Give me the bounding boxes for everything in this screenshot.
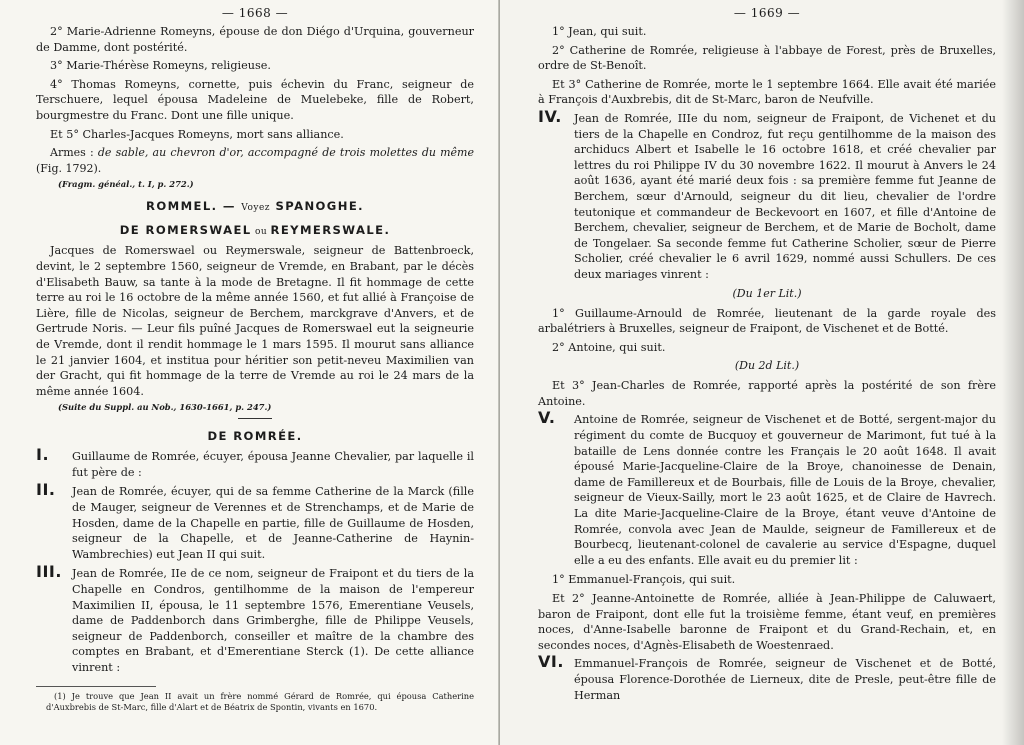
paragraph: 1° Jean, qui suit. [552, 25, 647, 38]
generation-entry [538, 106, 996, 283]
page-number-right: — 1669 — [733, 6, 801, 20]
generation-number: VI. [538, 652, 564, 672]
footnote: (1) Je trouve que Jean II avait un frère nommé Gérard de Romrée, qui épousa Catherine d'Auxbrebis de St-Marc, fille d'Alart et de Béatrix de Spontin, vivants en 1670. [46, 690, 474, 712]
generation-entry [36, 480, 474, 562]
heading-rommel [36, 199, 474, 213]
paragraph: 2° Antoine, qui suit. [552, 340, 666, 354]
paragraph: 1° Guillaume-Arnould de Romrée, lieutenant de la garde royale des arbalétriers à Bruxelles, seigneur de Fraipont, de Vischenet et de Botté. [538, 306, 996, 336]
page-number-left: — 1668 — [221, 6, 289, 20]
armes-line [36, 145, 474, 176]
generation-entry [36, 445, 474, 480]
paragraph: 1° Emmanuel-François, qui suit. [552, 573, 736, 587]
generation-text: Guillaume de Romrée, écuyer, épousa Jeanne Chevalier, par laquelle il fut père de : [72, 450, 474, 479]
generation-entry [538, 652, 996, 703]
divider [238, 418, 272, 419]
heading-romerswael-b: REYMERSWALE. [270, 223, 391, 238]
romerswael-paragraph: Jacques de Romerswael ou Reymerswale, seigneur de Battenbroeck, devint, le 2 septembre 1560, seigneur de Vremde, en Brabant, par le décès d'Elisabeth Bauw, sa tante à la mode de Bretagne. Il fit hommage de cette terre au roi le 16 octobre de la même année 1560, et fut allié à Françoise de Lière, fille de Nicolas, seigneur de Berchem, marckgrave d'Anvers, et de Gertrude Noris. — Leur fils puîné Jacques de Romerswael eut la seigneurie de Vremde, dont il rendit hommage le 1 mars 1595. Il mourut sans alliance le 21 janvier 1604, et institua pour héritier son petit-neveu Maximilien van der Gracht, qui fit hommage de la terre de Vremde au roi le 24 mars de la même année 1604. [36, 244, 474, 398]
generation-number: I. [36, 445, 50, 465]
paragraph: 4° Thomas Romeyns, cornette, puis échevin du Franc, seigneur de Terschuere, lequel épousa Madeleine de Muelebeke, fille de Robert, bourgmestre du Franc. Dont une fille unique. [36, 77, 474, 122]
lit-heading: (Du 1er Lit.) [732, 286, 802, 300]
heading-romree: DE ROMRÉE. [207, 429, 303, 444]
generation-number: V. [538, 408, 556, 428]
heading-rommel-sep: — [217, 199, 242, 214]
paragraph: Et 3° Jean-Charles de Romrée, rapporté après la postérité de son frère Antoine. [538, 379, 996, 408]
generation-entry [36, 562, 474, 675]
paragraph: 2° Catherine de Romrée, religieuse à l'abbaye de Forest, près de Bruxelles, ordre de St-Benoît. [538, 43, 996, 73]
paragraph: Et 5° Charles-Jacques Romeyns, mort sans alliance. [50, 127, 344, 141]
paragraph: Et 2° Jeanne-Antoinette de Romrée, alliée à Jean-Philippe de Caluwaert, baron de Fraipont, dont elle fut la troisième femme, étant veuf, en premières noces, d'Anne-Isabelle baronne de Fraipont et du Grand-Rechain, et, en secondes noces, d'Agnès-Elisabeth de Woestenraed. [538, 592, 996, 652]
armes-label: Armes : [50, 146, 94, 160]
paragraph: 2° Marie-Adrienne Romeyns, épouse de don Diégo d'Urquina, gouverneur de Damme, dont postérité. [36, 25, 474, 54]
generation-entry [538, 408, 996, 568]
generation-text: Jean de Romrée, IIe de ce nom, seigneur de Fraipont et du tiers de la Chapelle en Condros, gentilhomme de la maison de l'empereur Maximilien II, épousa, le 11 septembre 1576, Emerentiane Veusels, dame de Paddenborch dans Grimberghe, fille de Philippe Veusels, seigneur de Paddenborch, conseiller et maître de la chambre des comptes en Brabant, et d'Emerentiane Sterck (1). De cette alliance vinrent : [72, 567, 474, 674]
heading-romerswael-ou: ou [251, 227, 271, 238]
right-page [500, 0, 1024, 745]
heading-rommel-name: ROMMEL. [146, 199, 218, 214]
heading-rommel-target: SPANOGHE. [275, 199, 364, 214]
generation-text: Emmanuel-François de Romrée, seigneur de Vischenet et de Botté, épousa Florence-Dorothée de Lierneux, dite de Presle, peut-être fille de Herman [574, 657, 996, 702]
page-edge-shadow [1002, 0, 1024, 745]
generation-number: IV. [538, 106, 562, 126]
heading-romerswael-a: DE ROMERSWAEL [119, 223, 252, 238]
source-reference: (Fragm. généal., t. I, p. 272.) [58, 179, 194, 190]
generation-number: III. [36, 562, 62, 582]
armes-blazon: de sable, au chevron d'or, accompagné de trois molettes du même [97, 146, 474, 160]
armes-fig: (Fig. 1792). [36, 161, 102, 175]
lit-heading: (Du 2d Lit.) [734, 359, 800, 373]
heading-rommel-voyez: Voyez [241, 203, 271, 214]
generation-text: Jean de Romrée, écuyer, qui de sa femme Catherine de la Marck (fille de Mauger, seigneur de Verennes et de Strenchamps, et de Marie de Hosden, dame de la Chapelle en partie, fille de Guillaume de Hosden, seigneur de la Chapelle, et de Jeanne-Catherine de Haynin-Wambrechies) eut Jean II qui suit. [72, 485, 474, 561]
left-page [0, 0, 500, 745]
paragraph: 3° Marie-Thérèse Romeyns, religieuse. [50, 59, 271, 73]
generation-text: Jean de Romrée, IIIe du nom, seigneur de Fraipont, de Vichenet et du tiers de la Chapelle en Condroz, fut reçu gentilhomme de la maison des archiducs Albert et Isabelle le 16 octobre 1618, et créé chevalier par lettres du roi Philippe IV du 30 novembre 1622. Il mourut à Anvers le 24 août 1636, ayant été marié deux fois : sa première femme fut Jeanne de Berchem, sœur d'Arnould, seigneur du dit lieu, chevalier de l'ordre teutonique et commandeur de Beckevoort en 1607, et fille d'Antoine de Berchem, chevalier, seigneur de Berchem, et de Marie de Bocholt, dame de Tongelaer. Sa seconde femme fut Catherine Scholier, sœur de Pierre Scholier, créé chevalier le 6 avril 1629, nommé aussi Schullers. De ces deux mariages vinrent : [574, 111, 996, 281]
generation-number: II. [36, 480, 56, 500]
source-reference: (Suite du Suppl. au Nob., 1630-1661, p. 247.) [58, 402, 272, 413]
paragraph: Et 3° Catherine de Romrée, morte le 1 septembre 1664. Elle avait été mariée à François d'Auxbrebis, dit de St-Marc, baron de Neufville. [538, 77, 996, 107]
generation-text: Antoine de Romrée, seigneur de Vischenet et de Botté, sergent-major du régiment du comte de Bucquoy et gouverneur de Marimont, fut tué à la bataille de Lens donnée contre les Français le 20 août 1648. Il avait épousé Marie-Jacqueline-Claire de la Broye, chanoinesse de Denain, dame de Famillereux et de Bourbais, fille de Louis de la Broye, chevalier, seigneur de Vieux-Sailly, mort le 23 août 1625, et de Claire de Havrech. La dite Marie-Jacqueline-Claire de la Broye, étant veuve d'Antoine de Romrée, convola avec Jean de Maulde, seigneur de Famillereux et de Bourbecq, lieutenant-colonel de cavalerie au service d'Espagne, duquel elle a eu des enfants. Elle avait eu du premier lit : [574, 413, 996, 567]
heading-romerswael [36, 223, 474, 237]
footnote-rule [36, 686, 156, 687]
